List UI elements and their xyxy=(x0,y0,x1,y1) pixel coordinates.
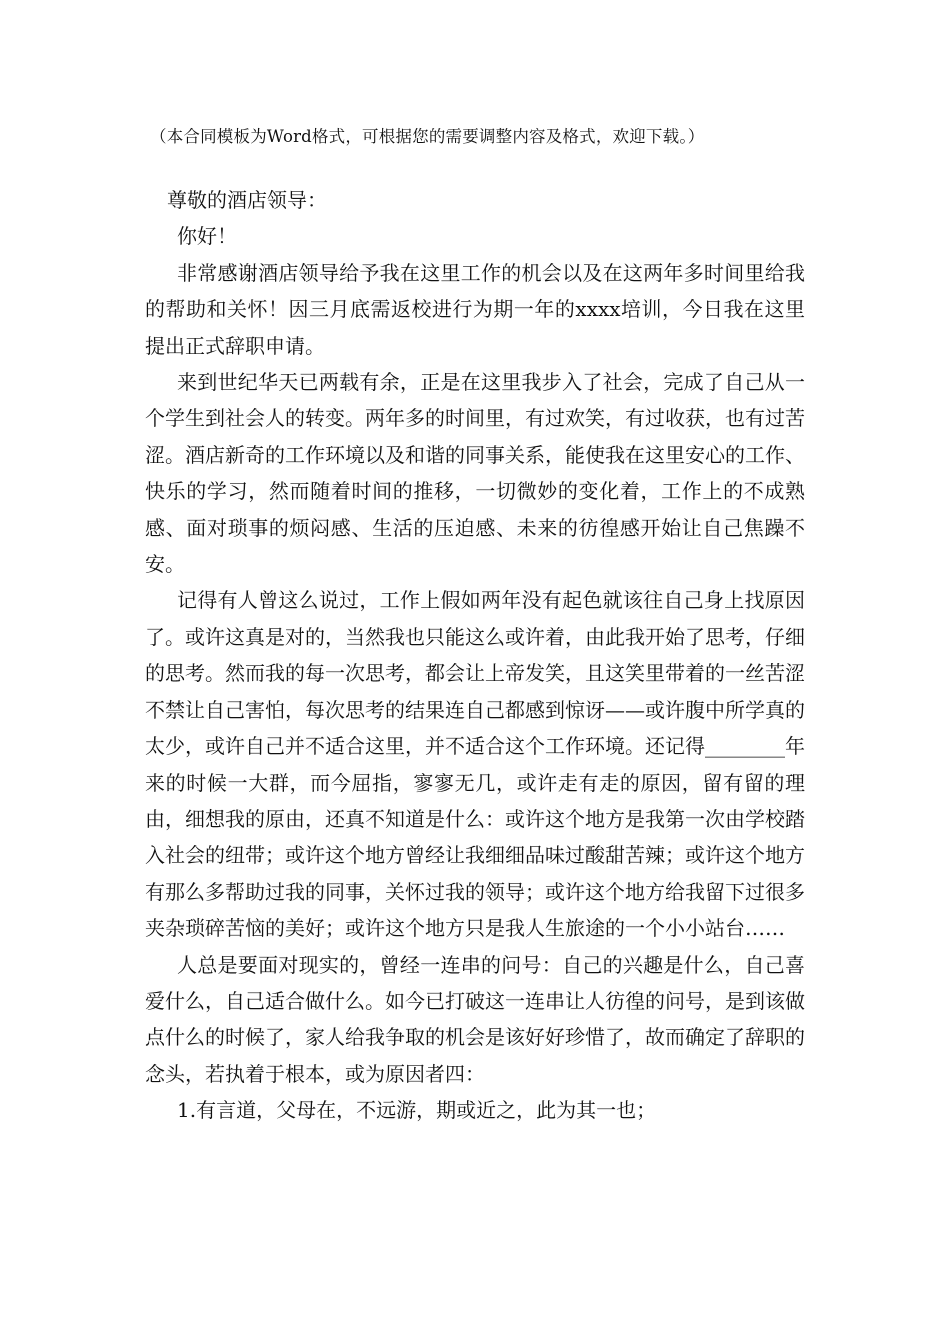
salutation: 尊敬的酒店领导： xyxy=(167,188,327,212)
paragraph-reflection: 记得有人曾这么说过，工作上假如两年没有起色就该往自己身上找原因了。或许这真是对的，当然我也只能这么或许着，由此我开始了思考，仔细的思考。然而我的每一次思考，都会让上帝发笑，且这笑里带着的一丝苦涩不禁让自己害怕，每次思考的结果连自己都感到惊讶——或许腹中所学真的太少，或许自己并不适合这里，并不适合这个工作环境。还记得________年来的时候一大群，而今屈指，寥寥无几，或许走有走的原因，留有留的理由，细想我的原由，还真不知道是什么：或许这个地方是我第一次由学校踏入社会的纽带；或许这个地方曾经让我细细品味过酸甜苦辣；或许这个地方有那么多帮助过我的同事，关怀过我的领导；或许这个地方给我留下过很多夹杂琐碎苦恼的美好；或许这个地方只是我人生旅途的一个小小站台…… xyxy=(145,588,805,941)
letter-body xyxy=(145,182,805,1129)
paragraph-experience: 来到世纪华天已两载有余，正是在这里我步入了社会，完成了自己从一个学生到社会人的转变。两年多的时间里，有过欢笑，有过收获，也有过苦涩。酒店新奇的工作环境以及和谐的同事关系，能使我在这里安心的工作、快乐的学习，然而随着时间的推移，一切微妙的变化着，工作上的不成熟感、面对琐事的烦闷感、生活的压迫感、未来的彷徨感开始让自己焦躁不安。 xyxy=(145,370,805,577)
paragraph-decision: 人总是要面对现实的，曾经一连串的问号：自己的兴趣是什么，自己喜爱什么，自己适合做什么。如今已打破这一连串让人彷徨的问号，是到该做点什么的时候了，家人给我争取的机会是该好好珍惜了，故而确定了辞职的念头，若执着于根本，或为原因者四： xyxy=(145,952,805,1086)
paragraph-thanks: 非常感谢酒店领导给予我在这里工作的机会以及在这两年多时间里给我的帮助和关怀！因三月底需返校进行为期一年的xxxx培训，今日我在这里提出正式辞职申请。 xyxy=(145,260,805,358)
template-note: （本合同模板为Word格式，可根据您的需要调整内容及格式，欢迎下载。） xyxy=(150,127,705,146)
list-item-1: 1.有言道，父母在，不远游，期或近之，此为其一也； xyxy=(177,1098,657,1123)
greeting: 你好！ xyxy=(177,224,237,249)
